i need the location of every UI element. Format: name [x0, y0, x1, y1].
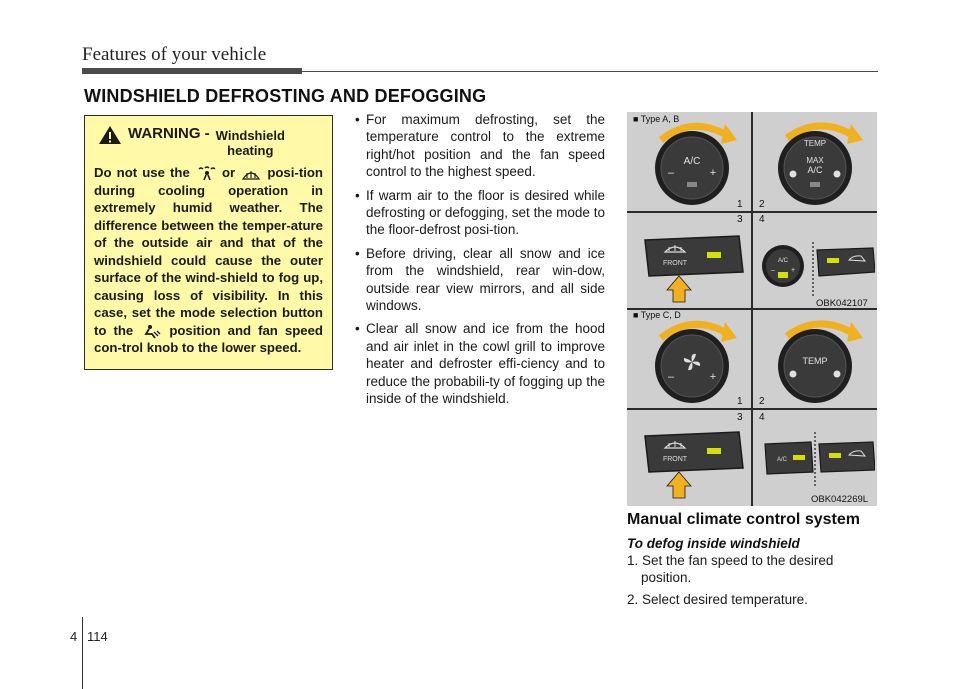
list-item: • Clear all snow and ice from the hood and air inlet in the cowl grill to improve heater and defroster effi-ciency and to reduce the probabili-ty of fogging up the inside of the windshield.	[353, 320, 605, 407]
floor-defrost-icon	[195, 166, 217, 181]
small-plus: +	[790, 267, 796, 274]
temp-knob-illustration	[765, 316, 869, 404]
defog-steps-list	[627, 552, 879, 613]
ac-button-illustration	[757, 432, 875, 492]
figure-divider-3	[627, 408, 877, 410]
figure-num-1: 1	[737, 199, 743, 210]
temp-knob-text: TEMP	[802, 356, 828, 366]
warning-text-or: or	[221, 165, 236, 180]
front-text-2: FRONT	[662, 456, 688, 463]
header-rule	[82, 71, 878, 72]
page-number: 114	[87, 629, 108, 644]
warning-text-part3: position and fan speed con-trol knob to the lower speed.	[94, 322, 323, 355]
warning-body	[94, 164, 323, 357]
figure-num-2: 2	[759, 199, 765, 210]
footer-divider	[82, 617, 83, 689]
list-item: • Before driving, clear all snow and ice from the windshield, rear win-dow, outside rear view mirrors, and all side windows.	[353, 245, 605, 315]
warning-subtitle-line2: heating	[227, 143, 274, 158]
fan-knob-ac-illustration	[641, 118, 743, 206]
warning-label: WARNING -	[128, 125, 210, 142]
warning-header	[98, 124, 323, 158]
list-item: 1. Set the fan speed to the desired position.	[627, 553, 834, 585]
front-defrost-button-illustration-2	[639, 428, 749, 500]
type-ab-label: ■ Type A, B	[633, 114, 680, 124]
front-text: FRONT	[662, 260, 688, 267]
chapter-title: Features of your vehicle	[82, 44, 267, 65]
figure-num-1b: 1	[737, 396, 743, 407]
small-minus: –	[771, 267, 775, 274]
figure-num-4: 4	[759, 214, 765, 225]
small-ac-text: A/C	[777, 258, 789, 264]
warning-box	[84, 115, 333, 370]
fan-knob-illustration	[641, 316, 743, 404]
figure-code-bottom: OBK042269L	[811, 494, 869, 505]
knob-plus: +	[709, 167, 717, 179]
fan-knob-minus: –	[667, 371, 675, 383]
figure-num-3: 3	[737, 214, 743, 225]
ac-knob-small-illustration	[757, 242, 875, 302]
figure-divider-1	[627, 211, 877, 213]
defog-subheading: To defog inside windshield	[627, 536, 800, 551]
knob-minus: –	[667, 167, 675, 179]
warning-text-part2: posi-tion during cooling operation in extremely humid weather. The difference between the temper-ature of the outside air and that of the windshield could cause the outer surface of the wind-shield to fog up, causing loss of visibility. In this case, set the mode selection button to the	[94, 165, 323, 338]
fan-knob-plus: +	[709, 371, 717, 383]
ac-button-text: A/C	[777, 457, 788, 463]
knob-max-text: MAX	[806, 156, 824, 165]
knob-ac-text: A/C	[683, 156, 701, 167]
warning-subtitle	[216, 128, 285, 158]
warning-text-part1: Do not use the	[94, 165, 190, 180]
knob-temp-text: TEMP	[803, 139, 827, 148]
temp-knob-max-ac-illustration	[765, 118, 869, 206]
list-item: 2. Select desired temperature.	[627, 592, 808, 607]
defrost-tips-list	[353, 111, 605, 414]
list-item: • For maximum defrosting, set the temperature control to the extreme right/hot position and the fan speed control to the highest speed.	[353, 111, 605, 181]
type-cd-label: ■ Type C, D	[633, 310, 681, 320]
figure-num-2b: 2	[759, 396, 765, 407]
manual-climate-heading: Manual climate control system	[627, 511, 860, 528]
section-number: 4	[70, 629, 78, 644]
warning-triangle-icon	[98, 125, 122, 145]
section-title: WINDSHIELD DEFROSTING AND DEFOGGING	[84, 86, 487, 106]
knob-max-ac-text: A/C	[807, 165, 823, 175]
list-item: • If warm air to the floor is desired while defrosting or defogging, set the mode to the floor-defrost posi-tion.	[353, 187, 605, 239]
front-defrost-button-illustration	[639, 232, 749, 304]
climate-control-figure	[627, 112, 877, 506]
figure-num-3b: 3	[737, 412, 743, 423]
warning-subtitle-line1: Windshield	[215, 128, 285, 143]
floor-mode-icon	[140, 324, 162, 339]
figure-num-4b: 4	[759, 412, 765, 423]
defrost-icon	[240, 166, 262, 181]
figure-code-top: OBK042107	[816, 298, 868, 309]
